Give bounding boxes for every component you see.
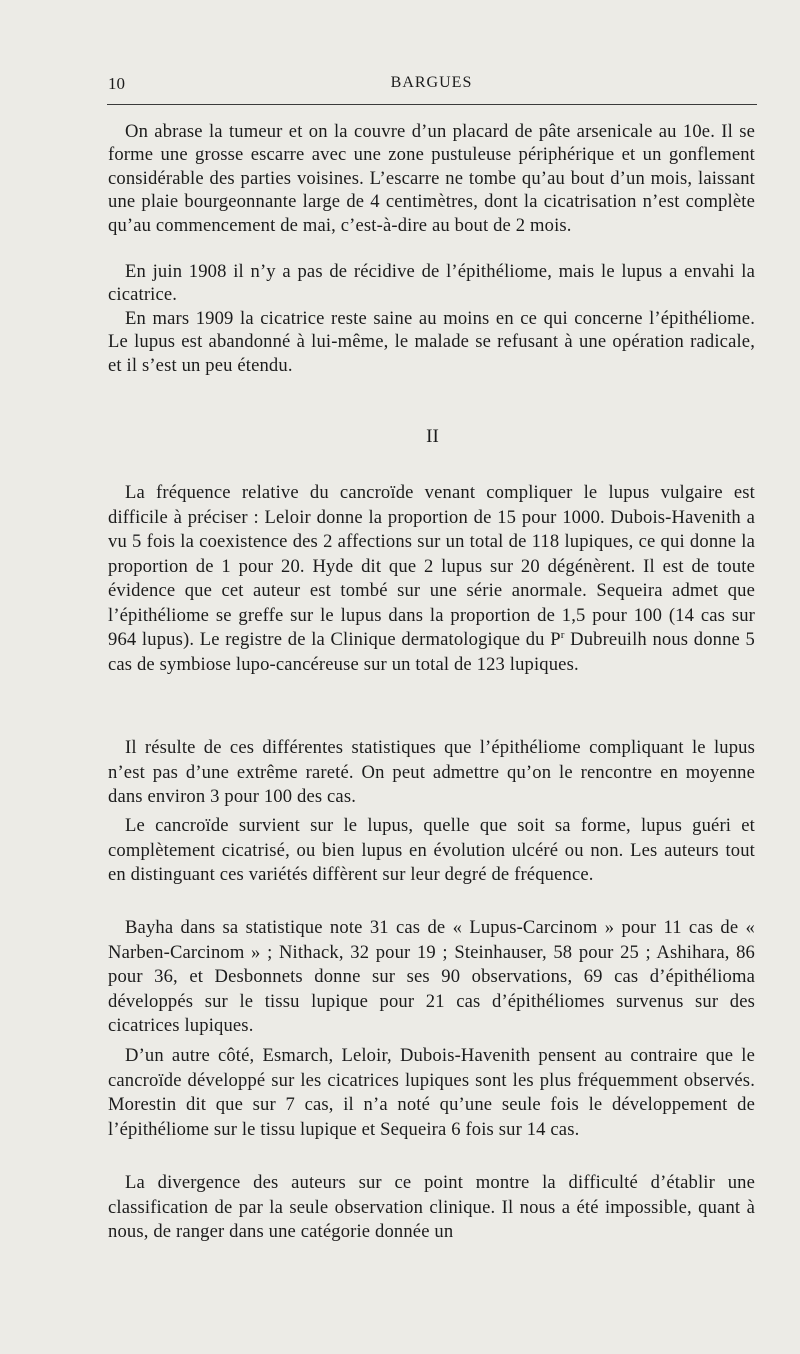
paragraph-cancroid-forms: Le cancroïde survient sur le lupus, quelle que soit sa forme, lupus guéri et complètement cicatrisé, ou bien lupus en évolution ulcéré ou non. Les auteurs tout en distinguant ces variétés diffèrent sur leur degré de fréquence.	[108, 815, 755, 885]
running-title: BARGUES	[390, 74, 473, 91]
section-heading: II	[426, 426, 439, 447]
paragraph-march-1909: En mars 1909 la cicatrice reste saine au moins en ce qui concerne l’épithéliome. Le lupus est abandonné à lui-même, le malade se refusant à une opération radicale, et il s’est un peu étendu.	[108, 308, 755, 376]
professor-superscript: r	[560, 628, 565, 641]
paragraph-other-authors: D’un autre côté, Esmarch, Leloir, Dubois-Havenith pensent au contraire que le cancroïde développé sur les cicatrices lupiques sont les plus fréquemment observés. Morestin dit que sur 7 cas, il n’a noté qu’une seule fois le développement de l’épithéliome sur le tissu lupique et Sequeira 6 fois sur 14 cas.	[108, 1045, 755, 1140]
paragraph-frequency	[108, 481, 755, 677]
page-number: 10	[108, 74, 125, 93]
paragraph-june-1908: En juin 1908 il n’y a pas de récidive de l’épithéliome, mais le lupus a envahi la cicatrice.	[108, 261, 755, 306]
header-rule	[107, 104, 757, 105]
paragraph-frequency-part1: La fréquence relative du cancroïde venant compliquer le lupus vulgaire est difficile à préciser : Leloir donne la proportion de 15 pour 1000. Dubois-Havenith a vu 5 fois la coexistence des 2 affections sur un total de 118 lupiques, ce qui donne la proportion de 1 pour 20. Hyde dit que 2 lupus sur 20 dégénèrent. Il est de toute évidence que cet auteur est tombé sur une série anormale. Sequeira admet que l’épithéliome se greffe sur le lupus dans la proportion de 1,5 pour 100 (14 cas sur 964 lupus). Le registre de la Clinique dermatologique du P	[108, 482, 755, 650]
paragraph-bayha-statistics: Bayha dans sa statistique note 31 cas de « Lupus-Carcinom » pour 11 cas de « Narben-Carcinom » ; Nithack, 32 pour 19 ; Steinhauser, 58 pour 25 ; Ashihara, 86 pour 36, et Desbonnets donne sur ses 90 observations, 69 cas d’épithélioma développés sur le tissu lupique pour 21 cas d’épithéliomes survenus sur des cicatrices lupiques.	[108, 917, 755, 1036]
page-header	[108, 74, 755, 98]
paragraph-frequency-part2: Dubreuilh nous donne 5 cas de symbiose lupo-cancéreuse sur un total de 123 lupiques.	[108, 629, 755, 675]
paragraph-divergence: La divergence des auteurs sur ce point montre la difficulté d’établir une classification de par la seule observation clinique. Il nous a été impossible, quant à nous, de ranger dans une catégorie donnée un	[108, 1172, 755, 1242]
paragraph-tumor-treatment: On abrase la tumeur et on la couvre d’un placard de pâte arsenicale au 10e. Il se forme une grosse escarre avec une zone pustuleuse périphérique et un gonflement considérable des parties voisines. L’escarre ne tombe qu’au bout d’un mois, laissant une plaie bourgeonnante large de 4 centimètres, dont la cicatrisation n’est complète qu’au commencement de mai, c’est-à-dire au bout de 2 mois.	[108, 121, 755, 236]
paragraph-statistics-result: Il résulte de ces différentes statistiques que l’épithéliome compliquant le lupus n’est pas d’une extrême rareté. On peut admettre qu’on le rencontre en moyenne dans environ 3 pour 100 des cas.	[108, 737, 755, 807]
